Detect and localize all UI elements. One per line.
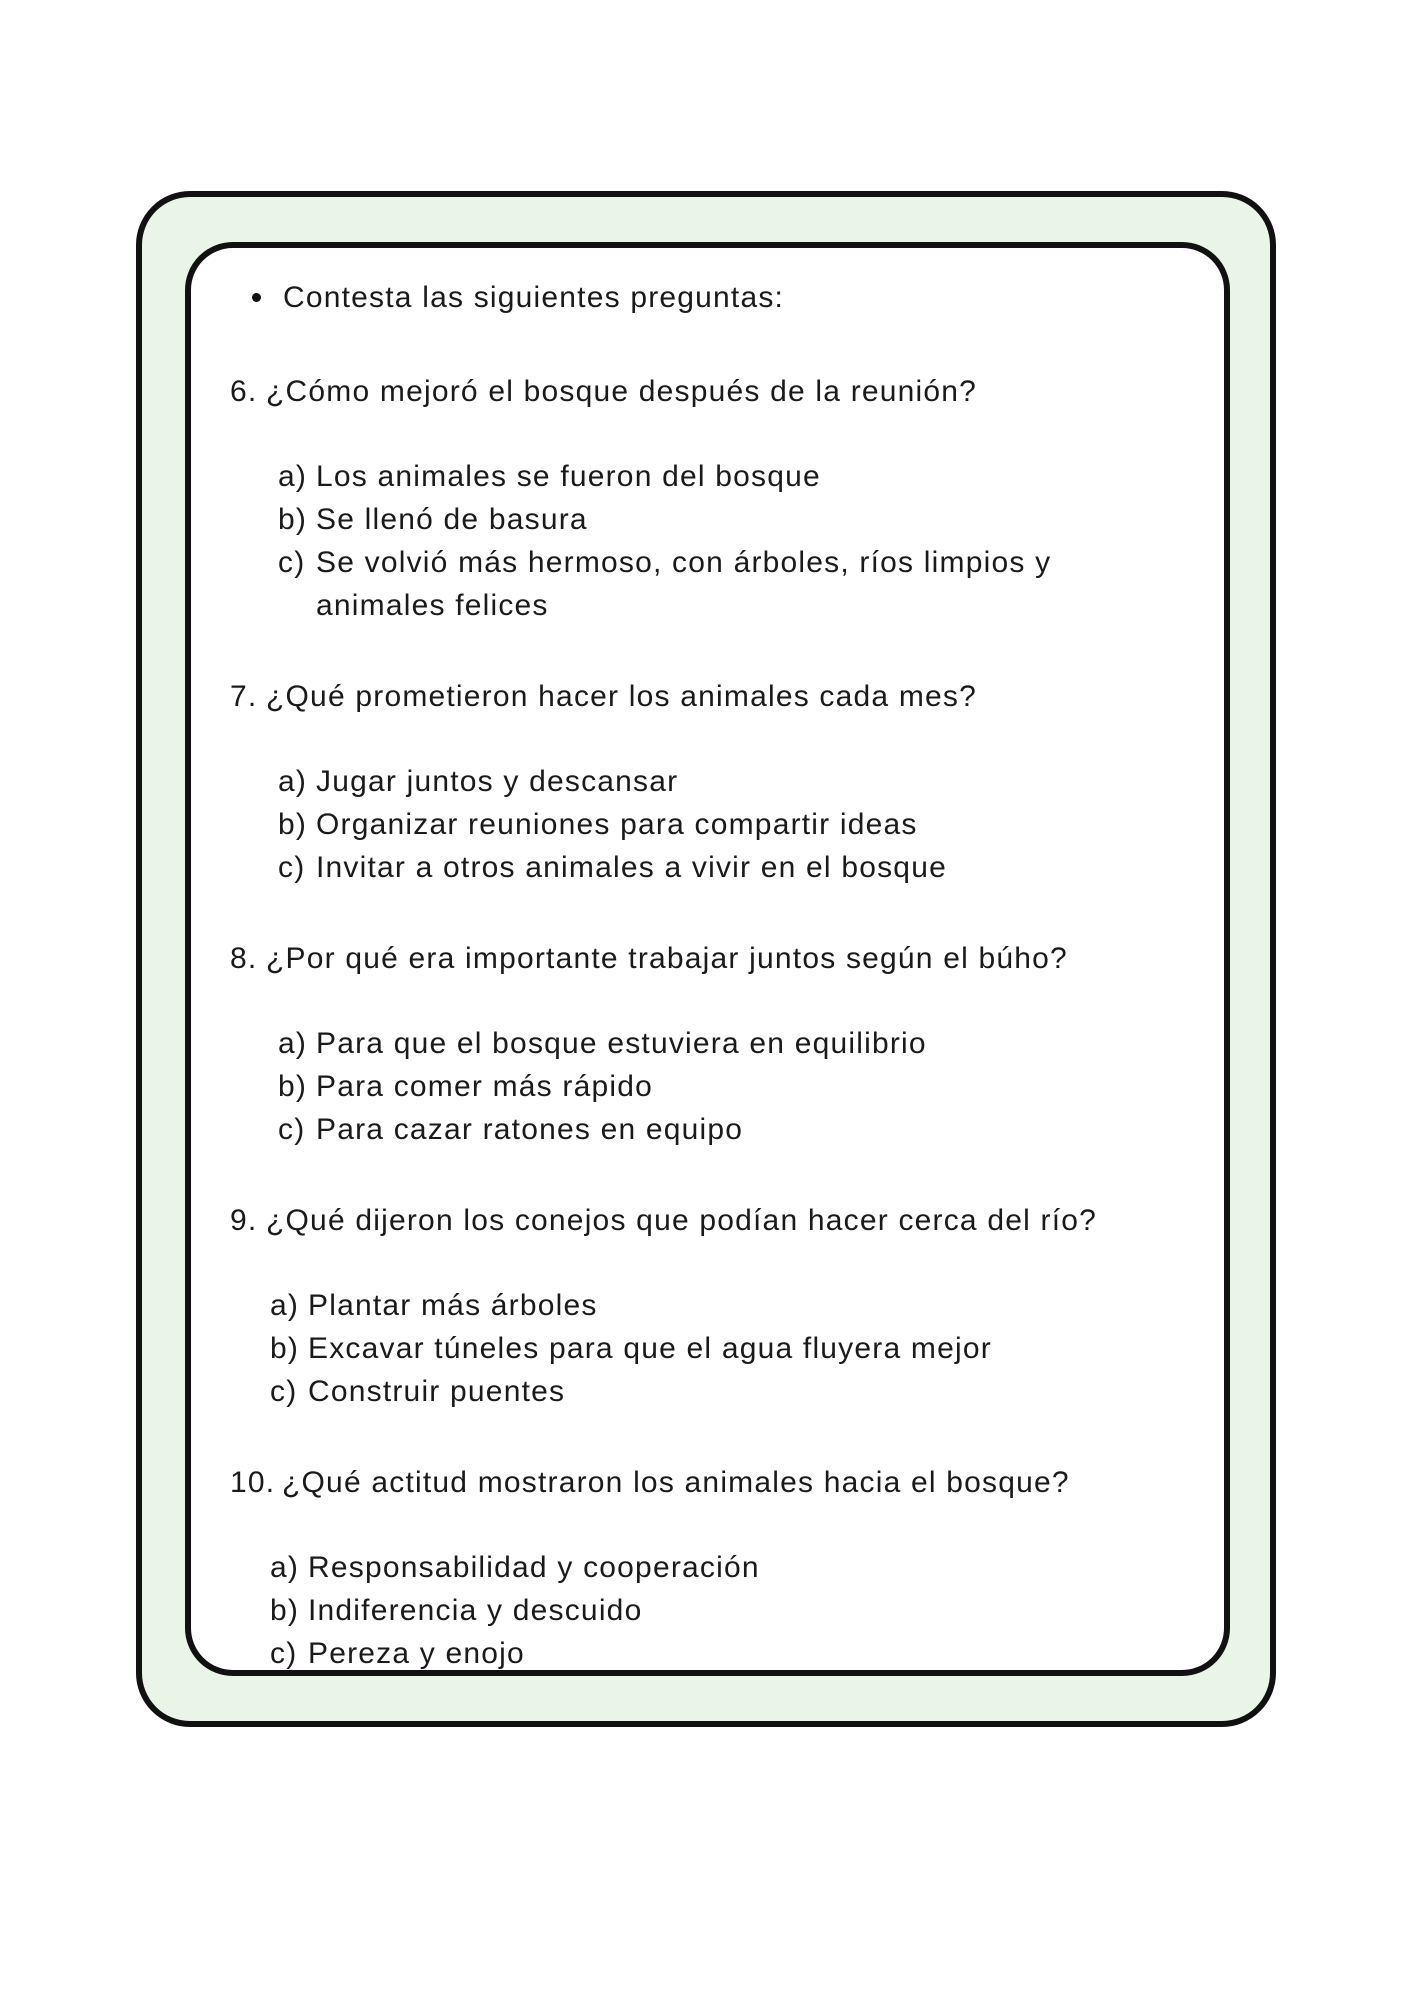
question-9-text bbox=[230, 1199, 1190, 1242]
option-text: Para comer más rápido bbox=[316, 1070, 653, 1103]
instruction-text: Contesta las siguientes preguntas: bbox=[283, 280, 785, 314]
option-8a bbox=[278, 1022, 1190, 1065]
option-letter: b) bbox=[270, 1594, 300, 1627]
option-text: Los animales se fueron del bosque bbox=[316, 460, 821, 493]
question-label: ¿Cómo mejoró el bosque después de la reunión? bbox=[266, 375, 978, 408]
option-letter: c) bbox=[278, 851, 306, 884]
question-7-text bbox=[230, 675, 1190, 718]
question-10-options bbox=[230, 1546, 1190, 1675]
question-number: 6. bbox=[230, 375, 258, 408]
option-text: Plantar más árboles bbox=[308, 1289, 598, 1322]
question-10 bbox=[230, 1461, 1190, 1675]
option-7a bbox=[278, 760, 1190, 803]
option-7b bbox=[278, 803, 1190, 846]
option-10a bbox=[270, 1546, 1190, 1589]
option-text: Para que el bosque estuviera en equilibrio bbox=[316, 1027, 927, 1060]
option-9c bbox=[270, 1370, 1190, 1413]
option-text: Construir puentes bbox=[308, 1375, 566, 1408]
option-10c bbox=[270, 1632, 1190, 1675]
option-8c bbox=[278, 1108, 1190, 1151]
option-text: Responsabilidad y cooperación bbox=[308, 1551, 760, 1584]
option-text: Invitar a otros animales a vivir en el bosque bbox=[316, 851, 947, 884]
option-letter: b) bbox=[278, 503, 308, 536]
option-text: Excavar túneles para que el agua fluyera mejor bbox=[308, 1332, 992, 1365]
option-letter: c) bbox=[270, 1375, 298, 1408]
option-text: Se llenó de basura bbox=[316, 503, 588, 536]
question-label: ¿Por qué era importante trabajar juntos según el búho? bbox=[266, 942, 1068, 975]
question-number: 8. bbox=[230, 942, 258, 975]
question-label: ¿Qué actitud mostraron los animales hacia el bosque? bbox=[282, 1466, 1070, 1499]
option-6a bbox=[278, 455, 1190, 498]
option-7c bbox=[278, 846, 1190, 889]
option-9a bbox=[270, 1284, 1190, 1327]
option-text: Jugar juntos y descansar bbox=[316, 765, 679, 798]
option-text: Se volvió más hermoso, con árboles, ríos limpios y animales felices bbox=[316, 546, 1052, 622]
option-letter: a) bbox=[270, 1289, 300, 1322]
option-8b bbox=[278, 1065, 1190, 1108]
question-label: ¿Qué prometieron hacer los animales cada mes? bbox=[266, 680, 977, 713]
option-letter: a) bbox=[278, 460, 308, 493]
question-8-text bbox=[230, 937, 1190, 980]
question-number: 10. bbox=[230, 1466, 276, 1499]
instruction bbox=[230, 272, 1190, 322]
option-letter: a) bbox=[278, 1027, 308, 1060]
option-text: Pereza y enojo bbox=[308, 1637, 525, 1670]
option-10b bbox=[270, 1589, 1190, 1632]
question-7 bbox=[230, 675, 1190, 889]
option-letter: b) bbox=[270, 1332, 300, 1365]
option-letter: c) bbox=[278, 1113, 306, 1146]
question-number: 9. bbox=[230, 1204, 258, 1237]
question-9-options bbox=[230, 1284, 1190, 1413]
question-6-options bbox=[230, 455, 1190, 627]
question-8 bbox=[230, 937, 1190, 1151]
option-6c bbox=[278, 541, 1190, 627]
option-letter: a) bbox=[278, 765, 308, 798]
option-text: Para cazar ratones en equipo bbox=[316, 1113, 744, 1146]
option-6b bbox=[278, 498, 1190, 541]
option-text: Organizar reuniones para compartir ideas bbox=[316, 808, 918, 841]
question-6-text bbox=[230, 370, 1190, 413]
option-letter: b) bbox=[278, 1070, 308, 1103]
option-letter: c) bbox=[270, 1637, 298, 1670]
option-9b bbox=[270, 1327, 1190, 1370]
option-letter: c) bbox=[278, 546, 306, 579]
question-number: 7. bbox=[230, 680, 258, 713]
option-text: Indiferencia y descuido bbox=[308, 1594, 643, 1627]
bullet-icon bbox=[252, 293, 261, 302]
option-letter: b) bbox=[278, 808, 308, 841]
question-8-options bbox=[230, 1022, 1190, 1151]
question-10-text bbox=[230, 1461, 1190, 1504]
worksheet-content bbox=[230, 272, 1190, 1675]
question-6 bbox=[230, 370, 1190, 627]
question-label: ¿Qué dijeron los conejos que podían hacer cerca del río? bbox=[266, 1204, 1097, 1237]
question-9 bbox=[230, 1199, 1190, 1413]
option-letter: a) bbox=[270, 1551, 300, 1584]
question-7-options bbox=[230, 760, 1190, 889]
